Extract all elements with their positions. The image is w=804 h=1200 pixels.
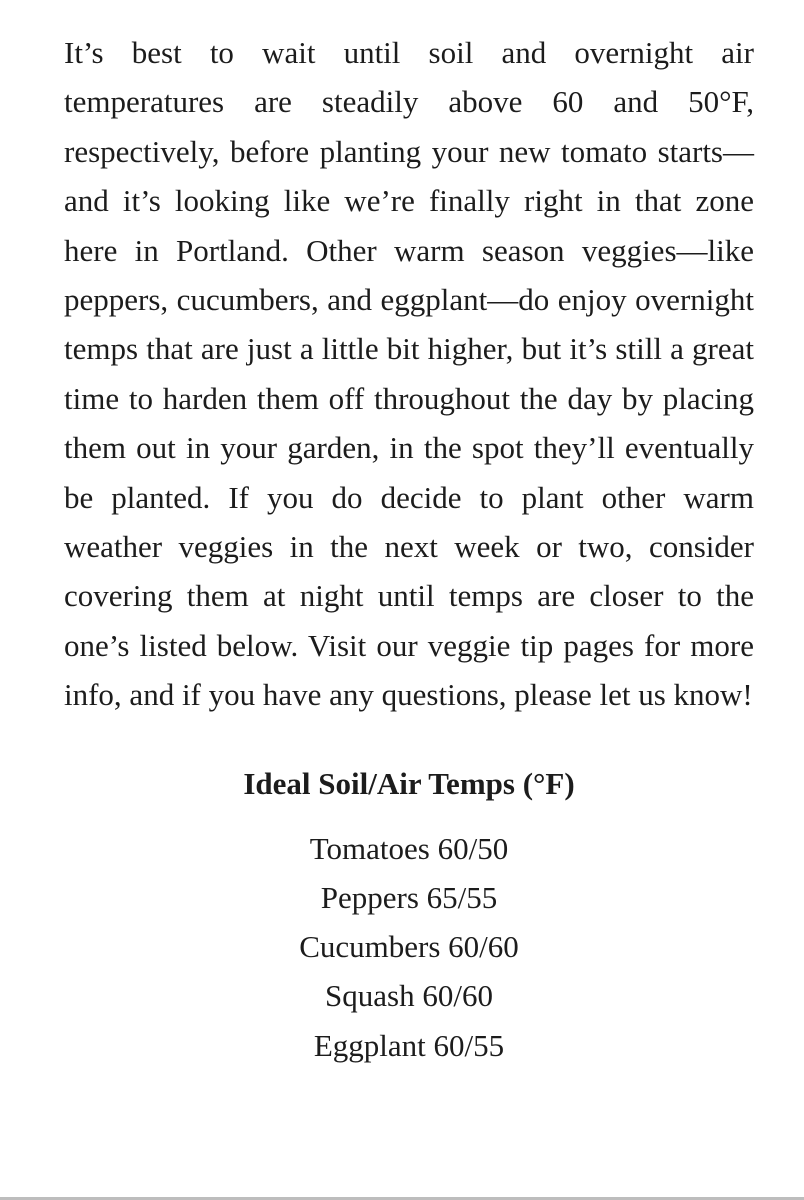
temp-item-eggplant: Eggplant 60/55 xyxy=(313,1027,505,1063)
ideal-temps-section xyxy=(64,764,754,1070)
ideal-temps-list xyxy=(64,824,754,1070)
intro-paragraph: It’s best to wait until soil and overnight air temperatures are steadily above 60 and 50°F, respectively, before planting your new tomato starts—and it’s looking like we’re finally right in that zone here in Portland. Other warm season veggies—like peppers, cucumbers, and eggplant—do enjoy overnight temps that are just a little bit higher, but it’s still a great time to harden them off throughout the day by placing them out in your garden, in the spot they’ll eventually be planted. If you do decide to plant other warm weather veggies in the next week or two, consider covering them at night until temps are closer to the one’s listed below. Visit our veggie tip pages for more info, and if you have any questions, please let us know! xyxy=(64,35,754,713)
temp-item-squash: Squash 60/60 xyxy=(325,978,493,1014)
temp-item-peppers: Peppers 65/55 xyxy=(320,879,498,915)
temp-item-tomatoes: Tomatoes 60/50 xyxy=(309,830,509,866)
article-content xyxy=(64,28,754,1070)
temp-item-cucumbers: Cucumbers 60/60 xyxy=(299,929,519,965)
ideal-temps-heading: Ideal Soil/Air Temps (°F) xyxy=(243,765,575,801)
